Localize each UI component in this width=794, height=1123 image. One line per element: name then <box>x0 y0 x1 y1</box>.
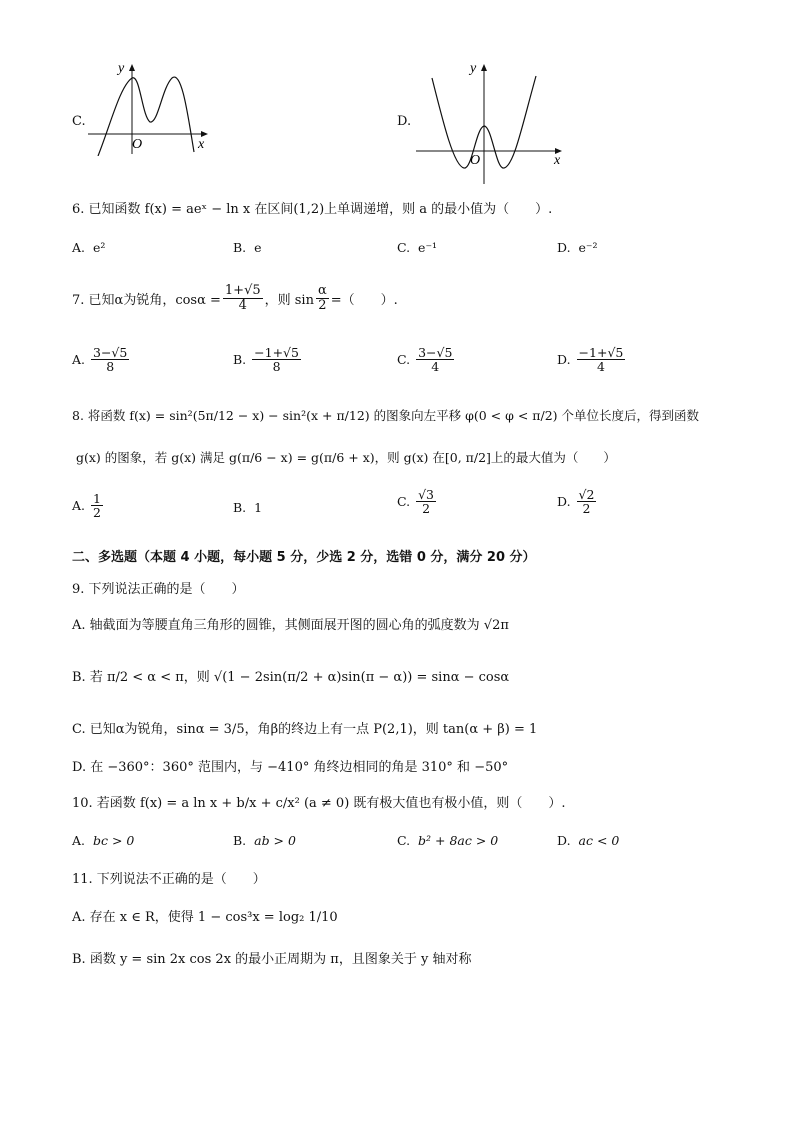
q9-option-a: A. 轴截面为等腰直角三角形的圆锥，其侧面展开图的圆心角的弧度数为 √2π <box>72 618 509 633</box>
q9-option-c: C. 已知α为锐角，sinα = 3/5，角β的终边上有一点 P(2,1)，则 tan(α + β) = 1 <box>72 722 538 737</box>
q8-line-1: 8. 将函数 f(x) = sin²(5π/12 − x) − sin²(x + π/12) 的图象向左平移 φ(0 < φ < π/2) 个单位长度后，得到函数 <box>72 408 700 423</box>
graph-d-y-label: y <box>470 61 477 76</box>
q10-option-a: A. bc > 0 <box>72 833 135 848</box>
graph-d-label: D. <box>397 114 412 129</box>
q6-option-c: C. e⁻¹ <box>397 240 438 255</box>
q8-option-c: C. $\frac{√3}{2}$ <box>397 487 434 517</box>
graph-c-label: C. <box>72 114 86 129</box>
q11-stem: 11. 下列说法不正确的是（ ） <box>72 872 266 887</box>
q11-option-b: B. 函数 y = sin 2x cos 2x 的最小正周期为 π，且图象关于 y 轴对称 <box>72 952 472 967</box>
q6-option-d: D. e⁻² <box>557 240 598 255</box>
graph-d-origin: O <box>470 153 481 168</box>
q8-option-d: D. $\frac{√2}{2}$ <box>557 487 595 517</box>
q6-option-b: B. e <box>233 240 262 255</box>
graph-c-origin: O <box>132 137 143 152</box>
q10-stem: 10. 若函数 f(x) = a ln x + b/x + c/x² (a ≠ 0) 既有极大值也有极小值，则（ ）. <box>72 796 566 811</box>
q7-option-d: D. $\frac{-1+√5}{4}$ <box>557 345 624 375</box>
graph-c <box>88 56 213 156</box>
q10-option-c: C. b² + 8ac > 0 <box>397 833 499 848</box>
graph-d-x-label: x <box>554 153 561 168</box>
q6-stem: 6. 已知函数 f(x) = aeˣ − ln x 在区间(1,2)上单调递增，则 a 的最小值为（ ）. <box>72 202 553 217</box>
q11-option-a: A. 存在 x ∈ R，使得 1 − cos³x = log₂ 1/10 <box>72 910 338 925</box>
q8-option-b: B. 1 <box>233 500 263 515</box>
q7-option-b: B. $\frac{-1+√5}{8}$ <box>233 345 299 375</box>
graph-d <box>414 56 570 186</box>
q9-option-d: D. 在 −360°：360° 范围内，与 −410° 角终边相同的角是 310° 和 −50° <box>72 760 509 775</box>
q7-stem: 7. 已知α为锐角，cosα = $\frac{1+√5}{4}$ ，则 sin $\frac{\alpha}{2}$ =（ ）. <box>72 283 398 313</box>
q7-option-a: A. $\frac{3-√5}{8}$ <box>72 345 128 375</box>
graph-c-x-label: x <box>198 137 205 152</box>
q6-option-a: A. e² <box>72 240 106 255</box>
q7-stem-fraction-2: $\frac{\alpha}{2}$ <box>317 283 327 313</box>
graph-c-y-label: y <box>118 61 125 76</box>
q7-stem-fraction: $\frac{1+√5}{4}$ <box>224 283 261 313</box>
q10-option-b: B. ab > 0 <box>233 833 296 848</box>
q8-option-a: A. $\frac{1}{2}$ <box>72 491 101 521</box>
section-heading: 二、多选题（本题 4 小题，每小题 5 分，少选 2 分，选错 0 分，满分 20 分） <box>72 550 536 565</box>
q9-option-b: B. 若 π/2 < α < π，则 √(1 − 2sin(π/2 + α)sin(π − α)) = sinα − cosα <box>72 670 510 685</box>
q8-line-2: g(x) 的图象，若 g(x) 满足 g(π/6 − x) = g(π/6 + x)，则 g(x) 在[0, π/2]上的最大值为（ ） <box>76 450 616 465</box>
q10-option-d: D. ac < 0 <box>557 833 620 848</box>
q7-option-c: C. $\frac{3-√5}{4}$ <box>397 345 453 375</box>
q9-stem: 9. 下列说法正确的是（ ） <box>72 582 245 597</box>
